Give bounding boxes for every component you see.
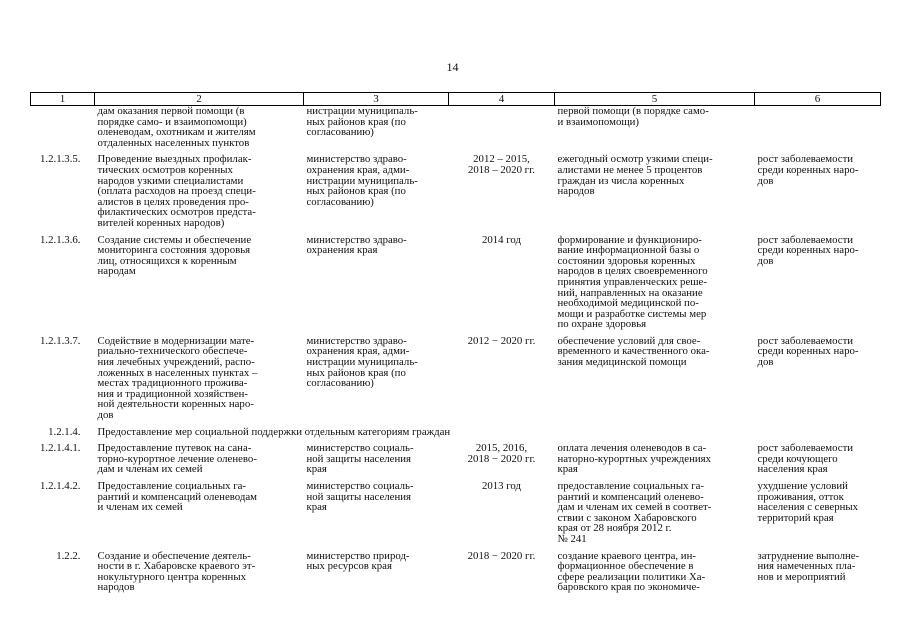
row-number: 1.2.1.3.7. <box>40 334 81 347</box>
table-row <box>31 481 881 551</box>
row-number: 1.2.2. <box>56 549 81 562</box>
term-cell: 2018 − 2020 гг. <box>467 549 536 562</box>
table-row <box>31 154 881 234</box>
executor-cell: министерство здраво- охранения края <box>306 233 407 257</box>
row-number: 1.2.1.4.2. <box>40 480 81 492</box>
measure-cell: Содействие в модернизации мате- риально-технического обеспече- ния лечебных учреждений, распо- ложенных в населенных пунктах – местах традиционного прожива- ния и традиционной хозяйствен- ной деятельности коренных наро- дов <box>97 334 258 422</box>
term-cell: 2012 – 2015, 2018 – 2020 гг. <box>467 153 536 176</box>
measure-cell: Создание и обеспечение деятель- ности в г. Хабаровске краевого эт- нокультурного центра коренных народов <box>97 549 256 594</box>
consequence-cell: рост заболеваемости среди коренных наро- дов <box>757 334 859 369</box>
row-number: 1.2.1.3.5. <box>40 153 81 166</box>
executor-cell: министерство социаль- ной защиты населения края <box>306 442 414 476</box>
column-header: 5 <box>555 93 755 106</box>
row-number: 1.2.1.4.1. <box>40 442 81 455</box>
column-header: 2 <box>95 93 304 106</box>
executor-cell: министерство природ- ных ресурсов края <box>306 549 410 573</box>
consequence-cell: ухудшение условий проживания, отток населения с северных территорий края <box>757 480 859 524</box>
executor-cell: министерство социаль- ной защиты населения края <box>306 480 414 514</box>
term-cell: 2015, 2016, 2018 − 2020 гг. <box>467 442 536 465</box>
table-row <box>31 336 881 427</box>
result-cell: создание краевого центра, ин- формационное обеспечение в сфере реализации политики Ха- баровского края по экономиче- <box>557 549 706 594</box>
consequence-cell: рост заболеваемости среди коренных наро- дов <box>757 233 859 267</box>
column-header: 6 <box>755 93 881 106</box>
consequence-cell: затруднение выполне- ния намеченных пла- нов и мероприятий <box>757 549 860 583</box>
result-cell: первой помощи (в порядке само- и взаимопомощи) <box>557 105 709 128</box>
measure-cell: Создание системы и обеспечение мониторинга состояния здоровья лиц, относящихся к коренным народам <box>97 233 252 278</box>
term-cell: 2013 год <box>481 480 522 492</box>
result-cell: оплата лечения оленеводов в са- наторно-курортных учреждениях края <box>557 442 712 476</box>
measure-cell: Предоставление социальных га- рантий и компенсаций оленеводам и членам их семей <box>97 480 257 514</box>
table-row <box>31 235 881 336</box>
consequence-cell: рост заболеваемости среди кочующего населения края <box>757 442 854 476</box>
section-title: Предоставление мер социальной поддержки отдельным категориям граждан <box>97 425 451 438</box>
consequence-cell <box>755 106 881 155</box>
column-header: 4 <box>449 93 555 106</box>
table-row <box>31 106 881 155</box>
row-number <box>31 106 95 155</box>
column-header: 1 <box>31 93 95 106</box>
term-cell: 2012 − 2020 гг. <box>467 334 536 347</box>
section-row <box>31 427 881 444</box>
table-row <box>31 551 881 599</box>
section-number: 1.2.1.4. <box>48 425 81 438</box>
measure-cell: Проведение выездных профилак- тических осмотров коренных народов узкими специалистами (оплата расходов на проезд специ- алистов в целях проведения про- филактических осмотров предста- вителей коренных народов) <box>97 153 256 229</box>
term-cell <box>449 106 555 155</box>
measure-cell: дам оказания первой помощи (в порядке само- и взаимопомощи) оленеводам, охотникам и жителям отдаленных населенных пунктов <box>97 105 256 149</box>
measures-table <box>30 92 881 599</box>
executor-cell: министерство здраво- охранения края, адми- нистрации муниципаль- ных районов края (по согласованию) <box>306 153 418 208</box>
table-row <box>31 443 881 481</box>
executor-cell: министерство здраво- охранения края, адми- нистрации муниципаль- ных районов края (по согласованию) <box>306 334 418 390</box>
result-cell: предоставление социальных га- рантий и компенсаций оленево- дам и членам их семей в соответ- ствии с законом Хабаровского края от 28 ноября 2012 г. № 241 <box>557 480 712 545</box>
consequence-cell: рост заболеваемости среди коренных наро- дов <box>757 153 859 187</box>
column-header: 3 <box>304 93 449 106</box>
term-cell: 2014 год <box>481 233 522 246</box>
executor-cell: нистрации муниципаль- ных районов края (по согласованию) <box>306 105 418 139</box>
table-header-row <box>31 93 881 106</box>
result-cell: обеспечение условий для свое- временного и качественного ока- зания медицинской помощи <box>557 334 710 369</box>
measure-cell: Предоставление путевок на сана- торно-курортное лечение оленево- дам и членам их семей <box>97 442 257 476</box>
row-number: 1.2.1.3.6. <box>40 233 81 246</box>
page-number: 14 <box>446 60 459 74</box>
result-cell: ежегодный осмотр узкими специ- алистами не менее 5 процентов граждан из числа коренных народов <box>557 153 713 198</box>
result-cell: формирование и функциониро- вание информационной базы о состоянии здоровья коренных народов в целях своевременного принятия управленческих реше- ний, направленных на оказание необходимой медицинской по- мощи и разработке системы мер по охране здоровья <box>557 233 708 331</box>
